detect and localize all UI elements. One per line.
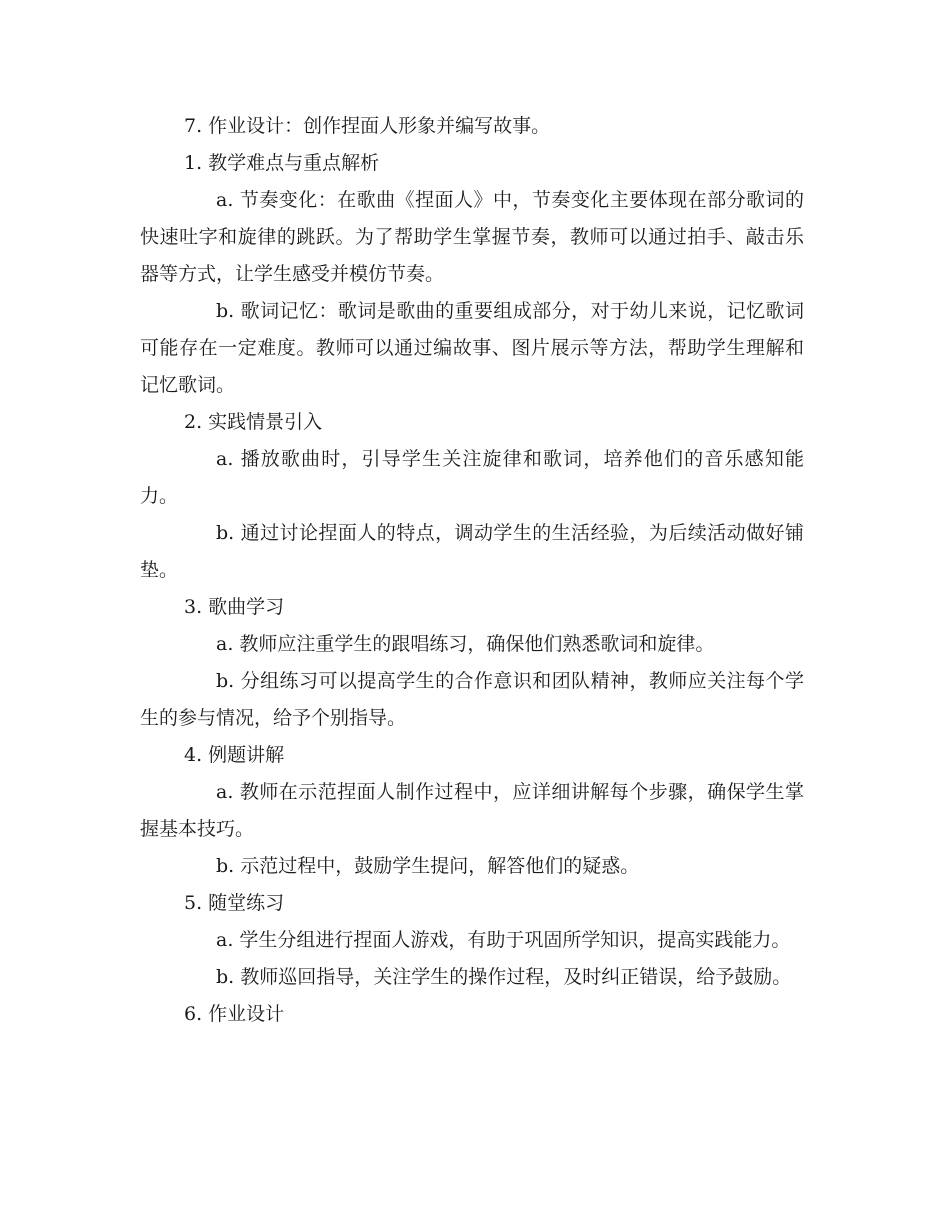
section-heading: 1. 教学难点与重点解析 xyxy=(184,152,380,174)
section-item: a. 播放歌曲时，引导学生关注旋律和歌词，培养他们的音乐感知能力。 xyxy=(140,448,804,507)
section-item: b. 分组练习可以提高学生的合作意识和团队精神，教师应关注每个学生的参与情况，给予个别指导。 xyxy=(140,670,804,729)
section-heading: 4. 例题讲解 xyxy=(184,744,285,766)
section-item: b. 歌词记忆：歌词是歌曲的重要组成部分，对于幼儿来说，记忆歌词可能存在一定难度。教师可以通过编故事、图片展示等方法，帮助学生理解和记忆歌词。 xyxy=(140,300,804,396)
section-item: a. 学生分组进行捏面人游戏，有助于巩固所学知识，提高实践能力。 xyxy=(216,929,791,951)
document-body xyxy=(140,108,804,1033)
section-heading: 5. 随堂练习 xyxy=(184,892,285,914)
section-item: a. 节奏变化：在歌曲《捏面人》中，节奏变化主要体现在部分歌词的快速吐字和旋律的跳跃。为了帮助学生掌握节奏，教师可以通过拍手、敲击乐器等方式，让学生感受并模仿节奏。 xyxy=(140,189,804,285)
section-item: a. 教师在示范捏面人制作过程中，应详细讲解每个步骤，确保学生掌握基本技巧。 xyxy=(140,781,804,840)
intro-line: 7. 作业设计：创作捏面人形象并编写故事。 xyxy=(184,115,551,137)
section-item: b. 示范过程中，鼓励学生提问，解答他们的疑惑。 xyxy=(216,855,640,877)
section-item: b. 通过讨论捏面人的特点，调动学生的生活经验，为后续活动做好铺垫。 xyxy=(140,522,804,581)
section-item: b. 教师巡回指导，关注学生的操作过程，及时纠正错误，给予鼓励。 xyxy=(216,966,792,988)
section-item: a. 教师应注重学生的跟唱练习，确保他们熟悉歌词和旋律。 xyxy=(216,633,715,655)
section-heading: 3. 歌曲学习 xyxy=(184,596,285,618)
section-3 xyxy=(140,589,804,737)
section-1 xyxy=(140,145,804,404)
section-2 xyxy=(140,404,804,589)
section-6 xyxy=(140,996,804,1033)
section-heading: 6. 作业设计 xyxy=(184,1003,285,1025)
section-5 xyxy=(140,885,804,996)
section-heading: 2. 实践情景引入 xyxy=(184,411,323,433)
section-4 xyxy=(140,737,804,885)
